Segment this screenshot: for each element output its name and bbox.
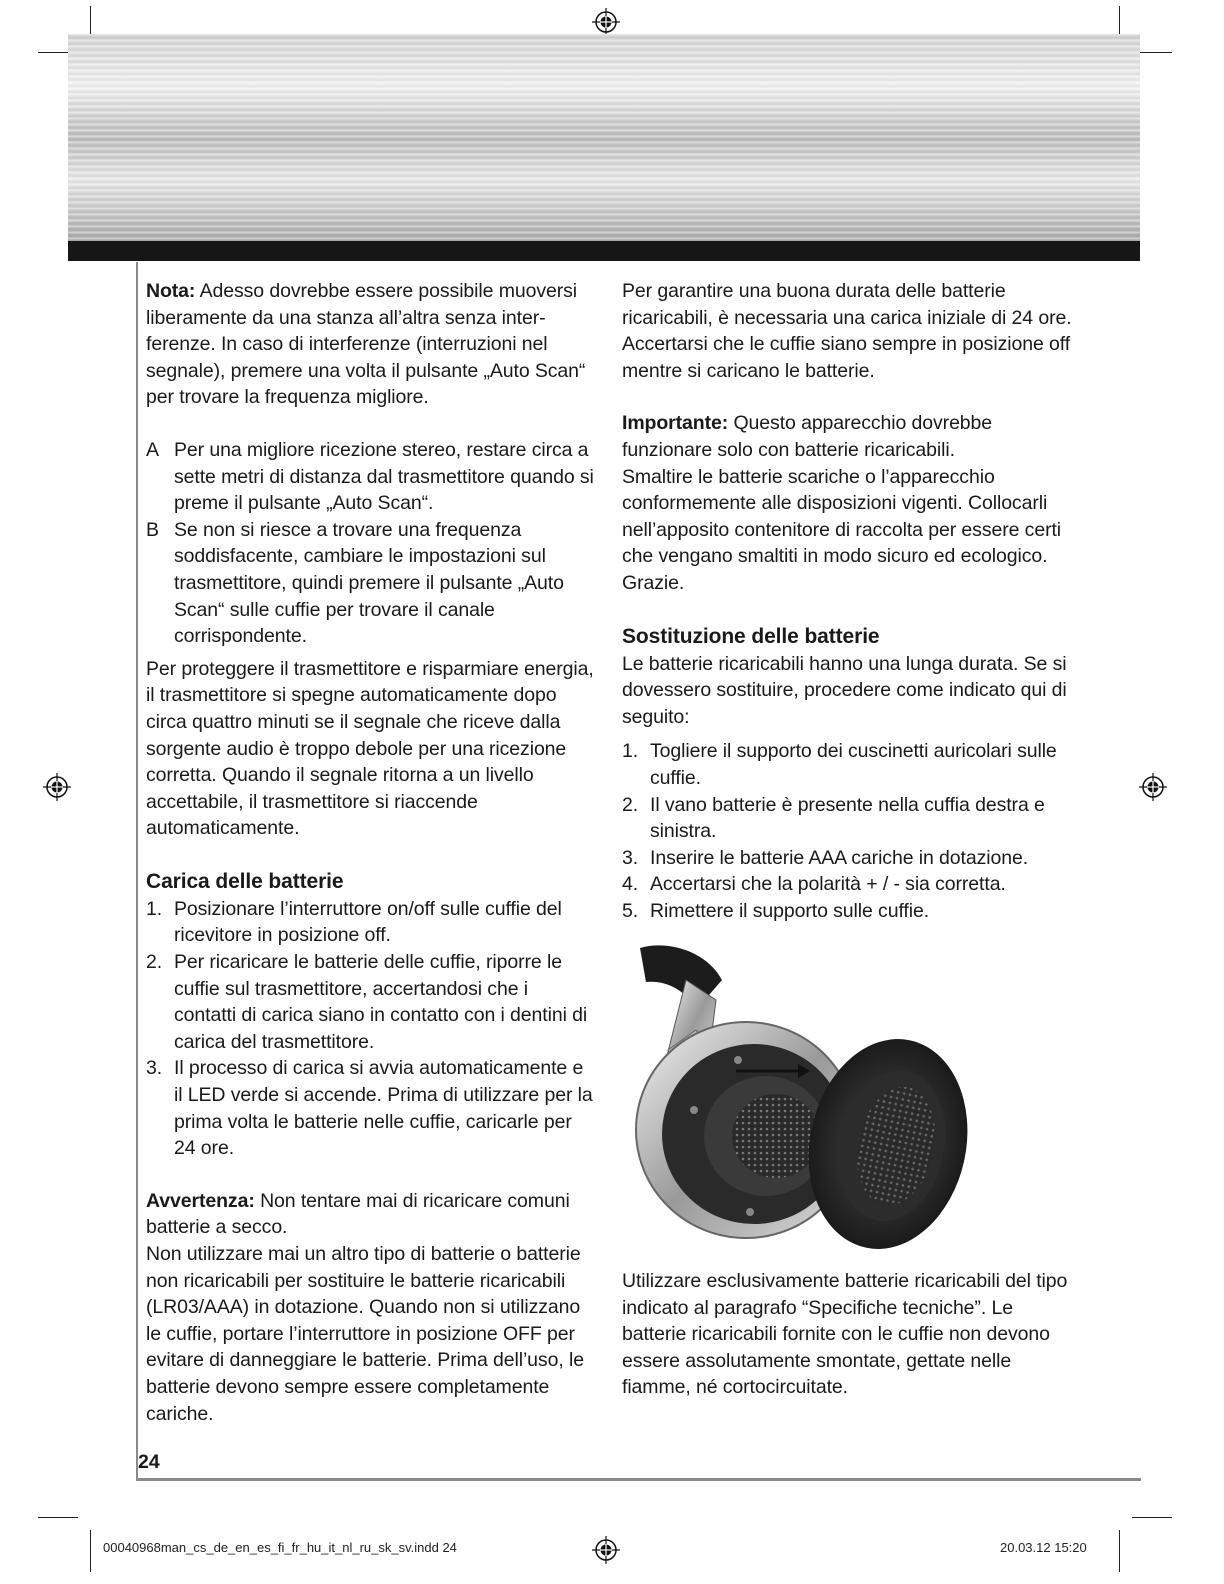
list-item	[146, 1055, 594, 1161]
crop-mark	[1132, 1517, 1172, 1518]
page-number: 24	[138, 1451, 160, 1473]
important-text: Questo apparecchio dovrebbe funzionare solo con batterie ricaricabili.	[622, 412, 993, 461]
step-number: 5.	[622, 899, 639, 922]
list-item	[146, 437, 594, 517]
step-text: Rimettere il supporto sulle cuffie.	[650, 899, 930, 922]
tips-list	[146, 437, 594, 650]
charge-steps-list	[146, 896, 594, 1162]
crop-mark	[38, 1517, 78, 1518]
list-item	[622, 845, 1072, 872]
replace-heading: Sostituzione delle batterie	[622, 624, 880, 648]
tip-marker: B	[146, 518, 159, 541]
step-text: Per ricaricare le batterie delle cuffie, riporre le cuffie sul trasmettitore, accertandosi che i contatti di carica siano in contatto con i dentini di carica del trasmettitore.	[174, 951, 588, 1053]
important-label: Importante:	[622, 412, 729, 435]
bottom-rule	[136, 1478, 1141, 1481]
step-number: 1.	[146, 897, 163, 920]
warning-text: Non tentare mai di ricaricare comuni batterie a secco.	[146, 1189, 570, 1239]
nota-text: Adesso dovrebbe essere possibile muoversi liberamente da una stanza all’altra senza inter-ferenze. In caso di interferenze (interruzioni nel segnale), premere una volta il pulsante „Auto Scan“ per trovare la frequenza migliore.	[146, 280, 586, 409]
step-text: Togliere il supporto dei cuscinetti auricolari sulle cuffie.	[650, 740, 1057, 789]
header-dark-bar	[68, 241, 1140, 261]
step-text: Posizionare l’interruttore on/off sulle cuffie del ricevitore in posizione off.	[174, 897, 562, 947]
replace-intro: Le batterie ricaricabili hanno una lunga durata. Se si dovessero sostituire, procedere come indicato qui di seguito:	[622, 652, 1067, 728]
warning-paragraph	[146, 1188, 594, 1241]
warning-label: Avvertenza:	[146, 1189, 255, 1212]
replace-steps-list	[622, 738, 1072, 924]
step-text: Il vano batterie è presente nella cuffia destra e sinistra.	[650, 793, 1045, 843]
charge-heading: Carica delle batterie	[146, 869, 344, 893]
duration-paragraph: Per garantire una buona durata delle batterie ricaricabili, è necessaria una carica iniziale di 24 ore. Accertarsi che le cuffie siano sempre in posizione off mentre si caricano le batterie.	[622, 280, 1072, 382]
step-text: Il processo di carica si avvia automaticamente e il LED verde si accende. Prima di utilizzare per la prima volta le batterie nelle cuffie, caricarle per 24 ore.	[174, 1057, 593, 1160]
list-item	[622, 792, 1072, 845]
step-number: 2.	[146, 951, 163, 974]
step-number: 3.	[622, 846, 639, 869]
tip-text: Per una migliore ricezione stereo, restare circa a sette metri di distanza dal trasmettitore quando si preme il pulsante „Auto Scan“.	[174, 438, 594, 515]
step-number: 4.	[622, 873, 639, 896]
important-paragraph	[622, 410, 1072, 463]
registration-mark-icon	[592, 1536, 620, 1564]
registration-mark-icon	[1139, 773, 1167, 801]
list-item	[146, 896, 594, 949]
step-number: 2.	[622, 793, 639, 816]
disposal-paragraph: Smaltire le batterie scariche o l’apparecchio conformemente alle disposizioni vigenti. Collocarli nell’apposito contenitore di raccolta per essere certi che vengano smaltiti in modo sicuro ed ecologico. Grazie.	[622, 465, 1062, 594]
list-item	[146, 517, 594, 650]
list-item	[622, 898, 1072, 925]
closing-paragraph: Utilizzare esclusivamente batterie ricaricabili del tipo indicato al paragrafo “Specifiche tecniche”. Le batterie ricaricabili fornite con le cuffie non devono essere assolutamente smontate, gettate nelle fiamme, né cortocircuitate.	[622, 1270, 1068, 1399]
step-text: Inserire le batterie AAA cariche in dotazione.	[650, 846, 1029, 869]
list-item	[146, 949, 594, 1055]
nota-label: Nota:	[146, 280, 196, 302]
tip-marker: A	[146, 438, 159, 461]
print-slug-file: 00040968man_cs_de_en_es_fi_fr_hu_it_nl_ru_sk_sv.indd 24	[103, 1540, 457, 1555]
left-margin-rule	[136, 262, 138, 1480]
step-number: 1.	[622, 740, 639, 763]
nota-paragraph	[146, 278, 594, 411]
registration-mark-icon	[592, 8, 620, 36]
print-slug-date: 20.03.12 15:20	[1000, 1540, 1087, 1555]
crop-mark	[90, 1530, 91, 1572]
right-column	[622, 278, 1072, 924]
header-brushed-metal-banner	[68, 34, 1140, 242]
tip-text: Se non si riesce a trovare una frequenza soddisfacente, cambiare le impostazioni sul trasmettitore, quindi premere il pulsante „Auto Scan“ sulle cuffie per trovare il canale corrispondente.	[174, 518, 564, 648]
step-text: Accertarsi che la polarità + / - sia corretta.	[650, 873, 1006, 896]
left-column	[146, 278, 594, 1427]
list-item	[622, 871, 1072, 898]
closing-block	[622, 1268, 1072, 1401]
step-number: 3.	[146, 1057, 163, 1080]
crop-mark	[1119, 1530, 1120, 1572]
warning-paragraph-2: Non utilizzare mai un altro tipo di batterie o batterie non ricaricabili per sostituire le batterie ricaricabili (LR03/AAA) in dotazione. Quando non si utilizzano le cuffie, portare l’interruttore in posizione OFF per evitare di danneggiare le batterie. Prima dell’uso, le batterie devono sempre essere completamente cariche.	[146, 1243, 584, 1425]
list-item	[622, 738, 1072, 791]
registration-mark-icon	[43, 773, 71, 801]
protect-paragraph: Per proteggere il trasmettitore e risparmiare energia, il trasmettitore si spegne automaticamente dopo circa quattro minuti se il segnale che riceve dalla sorgente audio è troppo debole per una ricezione corretta. Quando il segnale ritorna a un livello accettabile, il trasmettitore si riaccende automaticamente.	[146, 657, 594, 840]
headphone-earpad-photo	[626, 940, 1066, 1252]
